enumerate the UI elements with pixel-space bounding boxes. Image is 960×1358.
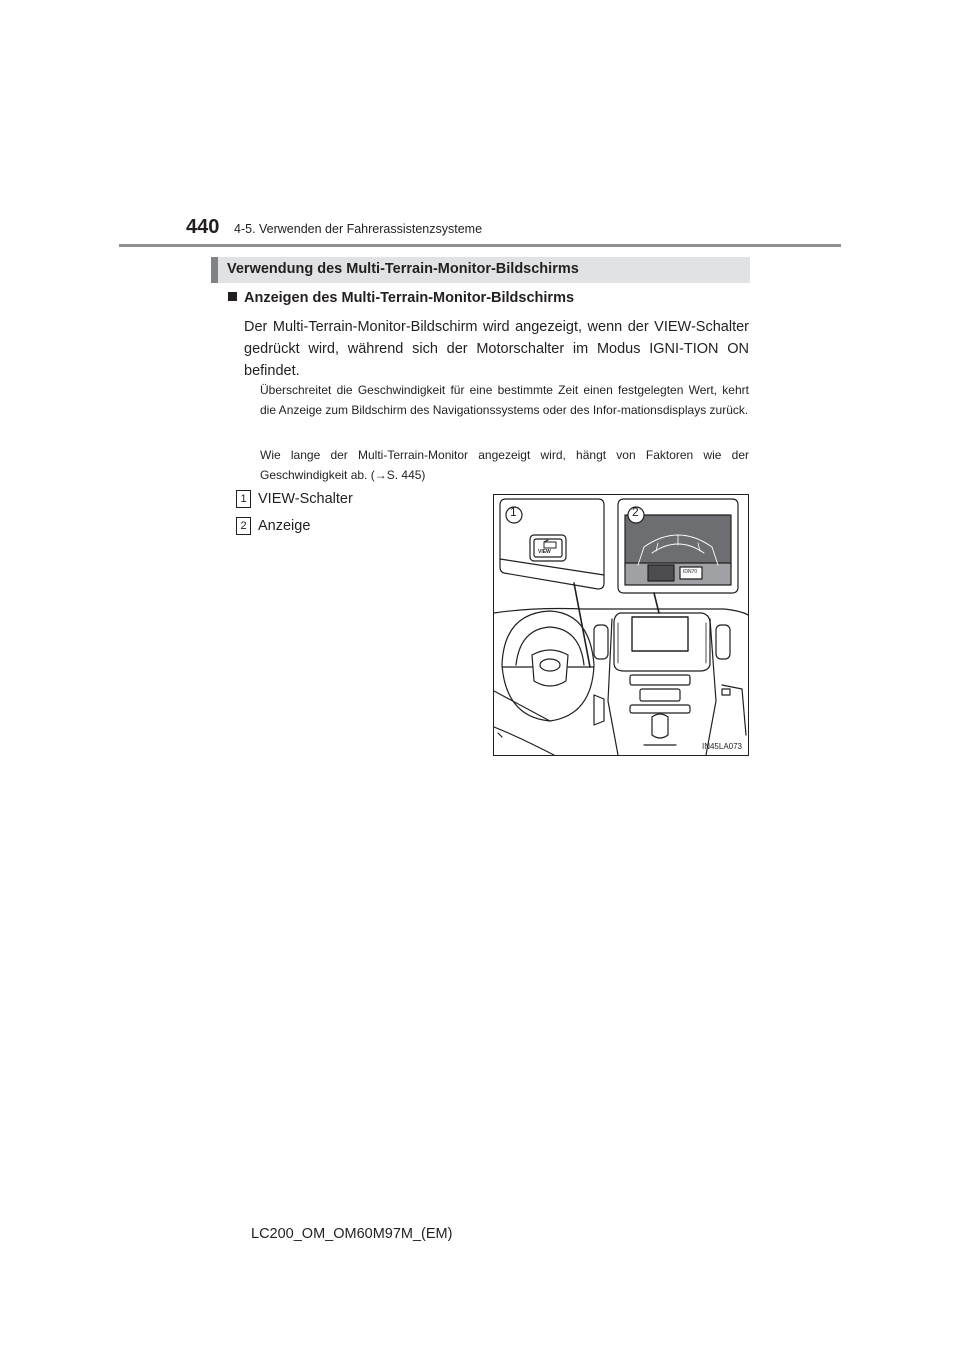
page-number: 440 [186,216,220,238]
dashboard-illustration [493,494,749,756]
header-rule [119,244,841,247]
camera-icon [544,540,556,548]
steering-wheel-hub [532,650,568,686]
section-bar-accent [211,257,218,283]
figure-code: IN45LA073 [701,742,742,751]
vent-left [594,625,608,659]
section-bar [211,257,750,283]
legend-number-box: 2 [236,517,251,535]
callout-2-label: 2 [632,505,639,519]
gear-shifter [652,714,668,738]
section-title: Verwendung des Multi-Terrain-Monitor-Bildschirms [227,261,579,277]
subsection-title: Anzeigen des Multi-Terrain-Monitor-Bildschirms [244,290,575,306]
dash-display [632,617,688,651]
dashboard-drawing [494,495,748,755]
legend-item-1 [236,490,353,508]
footer-document-id: LC200_OM_OM60M97M_(EM) [251,1226,453,1242]
legend-label: VIEW-Schalter [258,491,353,507]
callout-1-label: 1 [510,505,517,519]
subsection-heading [228,290,574,306]
body-paragraph: Der Multi-Terrain-Monitor-Bildschirm wird angezeigt, wenn der VIEW-Schalter gedrückt wird, während sich der Motorschalter im Modus IGNI-TION ON befindet. [244,319,749,379]
chapter-title: 4-5. Verwenden der Fahrerassistenzsysteme [234,222,483,236]
center-stack-right [706,619,716,755]
screen-lower-bar [625,563,731,585]
screen-readout: IDN70 [683,569,698,575]
legend-number-box: 1 [236,490,251,508]
note-speed-timeout: Überschreitet die Geschwindigkeit für eine bestimmte Zeit einen festgelegten Wert, kehrt die Anzeige zum Bildschirm des Navigationssystems oder des Infor-mationsdisplays zurück. [260,383,749,417]
vent-right [716,625,730,659]
note-display-duration: Wie lange der Multi-Terrain-Monitor angezeigt wird, hängt von Faktoren wie der Geschwindigkeit ab. (→S. 445) [260,448,749,482]
legend-item-2 [236,517,310,535]
pointer-2 [654,593,659,613]
legend-label: Anzeige [258,518,311,534]
center-stack-left [608,619,618,755]
view-button-label: VIEW [538,549,551,555]
square-bullet-icon [228,292,237,301]
